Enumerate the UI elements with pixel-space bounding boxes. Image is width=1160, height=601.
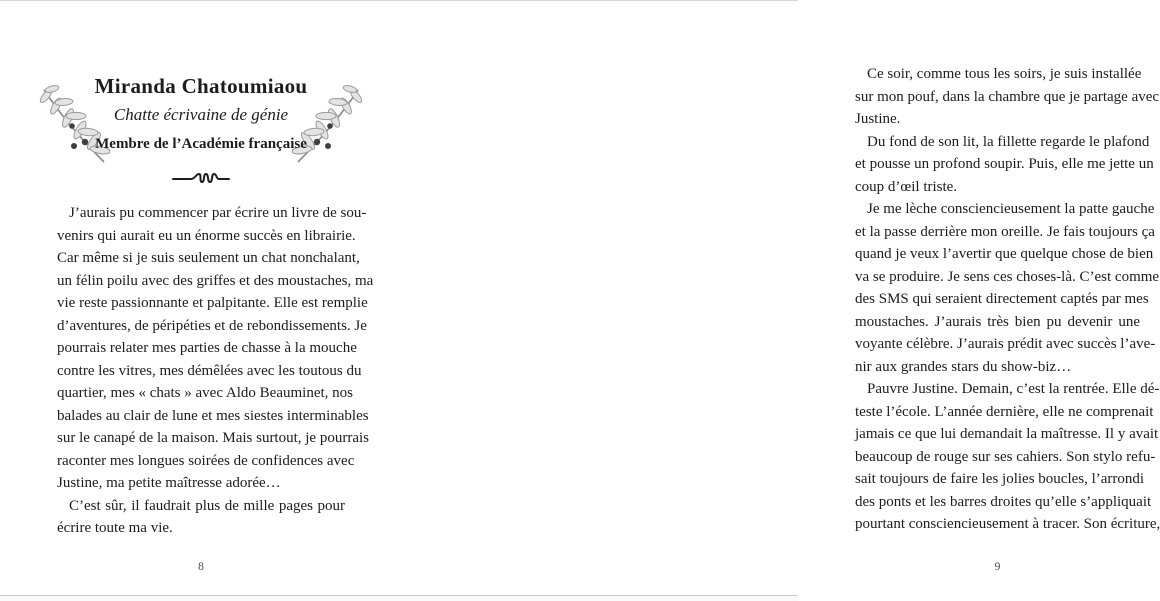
- text-line: un félin poilu avec des griffes et des moustaches, ma: [57, 272, 374, 289]
- author-title: Miranda Chatoumiaou: [94, 74, 308, 98]
- text-line: Pauvre Justine. Demain, c’est la rentrée. Elle dé-: [867, 381, 1160, 397]
- text-line: et pousse un profond soupir. Puis, elle me jette un: [855, 156, 1154, 172]
- text-line: voyante célèbre. J’aurais prédit avec succès l’ave-: [855, 336, 1156, 352]
- text-line: des ponts et les barres droites qu’elle s’appliquait: [855, 493, 1152, 510]
- text-line: Justine.: [855, 111, 901, 127]
- squiggle-divider-icon: [171, 170, 231, 186]
- text-line: sur le canapé de la maison. Mais surtout, je pourrais: [57, 430, 369, 446]
- page-number-right: 9: [994, 561, 1001, 573]
- author-subtitle: Chatte écrivaine de génie: [113, 105, 289, 124]
- right-page-text-column: [855, 63, 1160, 536]
- text-line: des SMS qui seraient directement captés par mes: [855, 291, 1149, 307]
- text-line: sait toujours de faire les jolies boucles, l’arrondi: [855, 471, 1145, 487]
- text-line: Car même si je suis seulement un chat nonchalant,: [57, 250, 360, 266]
- text-line: raconter mes longues soirées de confidences avec: [57, 452, 355, 469]
- text-line: écrire toute ma vie.: [57, 520, 173, 536]
- text-line: jamais ce que lui demandait la maîtresse. Il y avait: [855, 426, 1159, 442]
- text-line: venirs qui aurait eu un énorme succès en librairie.: [57, 227, 356, 244]
- text-line: J’aurais pu commencer par écrire un livre de sou-: [69, 205, 367, 221]
- text-line: balades au clair de lune et mes siestes interminables: [57, 407, 369, 424]
- right-page: [399, 0, 1160, 595]
- text-line: et la passe derrière mon oreille. Je fais toujours ça: [855, 223, 1155, 240]
- text-line: Justine, ma petite maîtresse adorée…: [57, 475, 281, 491]
- below-page-strip: [0, 596, 798, 601]
- text-line: Je me lèche consciencieusement la patte gauche: [867, 201, 1155, 217]
- page-number-left: 8: [198, 561, 204, 573]
- left-page: [0, 0, 399, 595]
- text-line: C’est sûr, il faudrait plus de mille pages pour: [69, 497, 345, 514]
- text-line: moustaches. J’aurais très bien pu devenir une: [855, 313, 1140, 330]
- text-line: teste l’école. L’année dernière, elle ne comprenait: [855, 403, 1154, 420]
- text-line: Ce soir, comme tous les soirs, je suis installée: [867, 66, 1142, 82]
- text-line: pourtant consciencieusement à tracer. Son écriture,: [855, 516, 1160, 532]
- text-line: sur mon pouf, dans la chambre que je partage avec: [855, 88, 1160, 105]
- text-line: coup d’œil triste.: [855, 178, 958, 195]
- text-line: vie reste passionnante et palpitante. Elle est remplie: [57, 295, 368, 311]
- text-line: quand je veux l’avertir que quelque chose de bien: [855, 246, 1154, 262]
- text-line: contre les vitres, mes démêlées avec les toutous du: [57, 362, 362, 379]
- text-line: quartier, mes « chats » avec Aldo Beauminet, nos: [57, 385, 353, 401]
- text-line: pourrais relater mes parties de chasse à la mouche: [57, 340, 357, 356]
- text-line: beaucoup de rouge sur ses cahiers. Son stylo refu-: [855, 448, 1156, 465]
- text-line: Du fond de son lit, la fillette regarde le plafond: [867, 133, 1150, 150]
- author-affiliation: Membre de l’Académie française: [95, 136, 307, 152]
- left-page-text-column: [57, 202, 374, 540]
- text-line: va se produire. Je sens ces choses-là. C’est comme: [855, 268, 1160, 285]
- text-line: nir aux grandes stars du show-biz…: [855, 358, 1072, 375]
- text-line: d’aventures, de péripéties et de rebondissements. Je: [57, 317, 367, 334]
